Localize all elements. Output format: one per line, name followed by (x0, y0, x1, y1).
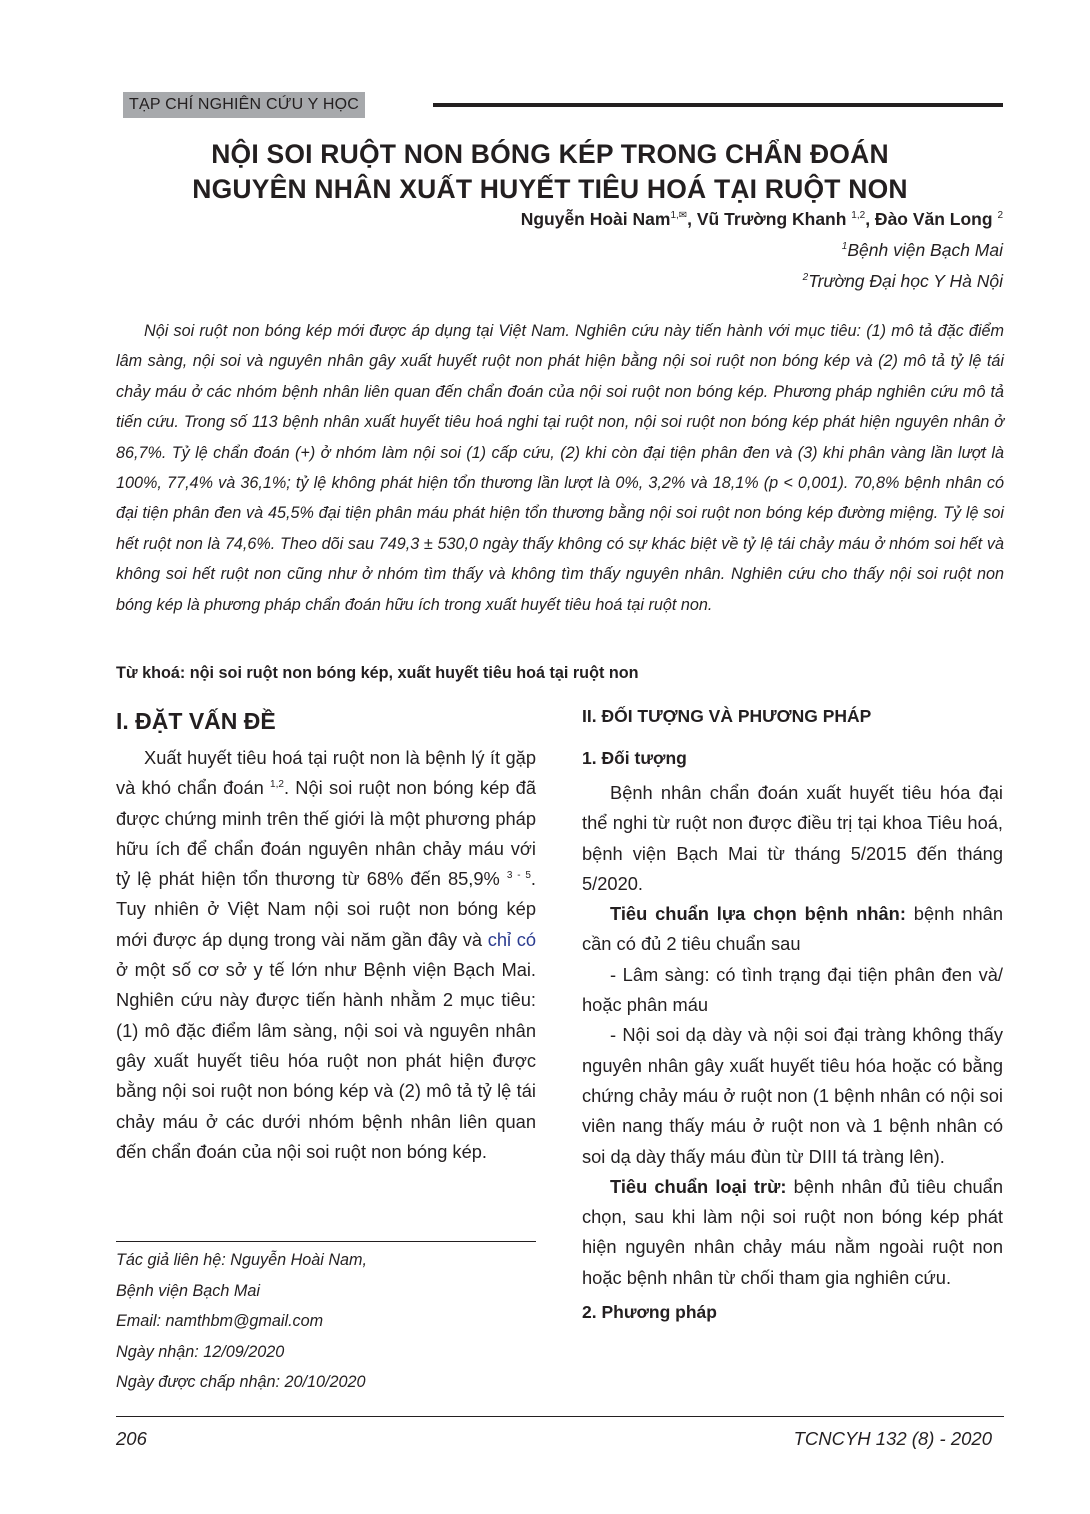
intro-text-a: Xuất huyết tiêu hoá tại ruột non là bệnh lý ít gặp và khó chẩn đoán (116, 747, 536, 799)
section-2-heading: II. ĐỐI TƯỢNG VÀ PHƯƠNG PHÁP (582, 706, 872, 726)
intro-text-d: ở một số cơ sở y tế lớn như Bệnh viện Bạch Mai. Nghiên cứu này được tiến hành nhằm 2 mục tiêu: (1) mô đặc điểm lâm sàng, nội soi và nguyên nhân gây xuất huyết tiêu hóa ruột non phát hiện được bằng nội soi ruột non bóng kép và (2) mô tả tỷ lệ tái chảy máu ở các dưới nhóm bệnh nhân liên quan đến chẩn đoán của nội soi ruột non bóng kép. (116, 959, 536, 1162)
exclusion-criteria (582, 1172, 1003, 1293)
affiliation-1 (842, 240, 1003, 261)
affiliation-1-name: Bệnh viện Bạch Mai (847, 240, 1003, 260)
affiliation-1-number: 1 (841, 241, 848, 253)
subsection-2-heading: 2. Phương pháp (582, 1302, 717, 1323)
author-1: Nguyễn Hoài Nam (520, 209, 671, 229)
journal-name: TẠP CHÍ NGHIÊN CỨU Y HỌC (123, 92, 365, 118)
page-number: 206 (116, 1428, 147, 1449)
corresponding-author: Tác giả liên hệ: Nguyễn Hoài Nam, (116, 1251, 368, 1269)
date-received: Ngày nhận: 12/09/2020 (116, 1342, 285, 1361)
author-1-affiliation: 1,✉ (670, 210, 688, 222)
highlighted-text: chỉ có (487, 928, 536, 950)
author-list (521, 209, 1003, 230)
abstract: Nội soi ruột non bóng kép mới được áp dụng tại Việt Nam. Nghiên cứu này tiến hành với mục tiêu: (1) mô tả đặc điểm lâm sàng, nội soi và nguyên nhân gây xuất huyết ruột non phát hiện bằng nội soi ruột non bóng kép và (2) mô tả tỷ lệ tái chảy máu ở các nhóm bệnh nhân liên quan đến chẩn đoán của nội soi ruột non bóng kép. Phương pháp nghiên cứu mô tả tiến cứu. Trong số 113 bệnh nhân xuất huyết tiêu hoá nghi tại ruột non, nội soi ruột non bóng kép phát hiện nguyên nhân ở 86,7%. Tỷ lệ chẩn đoán (+) ở nhóm làm nội soi (1) cấp cứu, (2) khi còn đại tiện phân đen và (3) khi phân vàng lần lượt là 100%, 77,4% và 36,1%; tỷ lệ không phát hiện tổn thương lần lượt là 0%, 3,2% và 18,1% (p < 0,001). 70,8% bệnh nhân có đại tiện phân đen và 45,5% đại tiện phân máu phát hiện tổn thương bằng nội soi ruột non bóng kép đường miệng. Tỷ lệ soi hết ruột non là 74,6%. Theo dõi sau 749,3 ± 530,0 ngày thấy không có sự khác biệt về tỷ lệ tái chảy máu ở nhóm soi hết và không soi hết ruột non cũng như ở nhóm tìm thấy và không tìm thấy nguyên nhân. Nghiên cứu cho thấy nội soi ruột non bóng kép là phương pháp chẩn đoán hữu ích trong xuất huyết tiêu hoá tại ruột non. (116, 322, 1004, 614)
left-column (116, 701, 536, 1167)
intro-text-c: . Tuy nhiên ở Việt Nam nội soi ruột non bóng kép mới được áp dụng trong vài năm gần đây và (116, 868, 536, 950)
author-2-affiliation: 1,2 (851, 210, 866, 222)
section-1-paragraph (116, 743, 536, 1167)
citation-1: 1,2 (270, 779, 284, 791)
section-1-heading: I. ĐẶT VẤN ĐỀ (116, 708, 276, 734)
affiliation-2-name: Trường Đại học Y Hà Nội (808, 271, 1003, 291)
intro-text-b: . Nội soi ruột non bóng kép đã được chứng minh trên thế giới là một phương pháp hữu ích để chẩn đoán nguyên nhân chảy máu với tỷ lệ phát hiện tổn thương từ 68% đến 85,9% (116, 777, 536, 890)
criterion-endoscopy: - Nội soi dạ dày và nội soi đại tràng không thấy nguyên nhân gây xuất huyết tiêu hóa hoặc có bằng chứng chảy máu ở ruột non (1 bệnh nhân có nội soi viên nang thấy máu ở ruột non và 1 bệnh nhân có soi dạ dày thấy máu đùn từ DIII tá tràng lên). (582, 1024, 1003, 1167)
citation-2: 3 - 5 (506, 870, 531, 882)
inclusion-criteria-text: bệnh nhân cần có đủ 2 tiêu chuẩn sau (582, 903, 1004, 955)
criterion-clinical: - Lâm sàng: có tình trạng đại tiện phân đen và/ hoặc phân máu (582, 963, 1003, 1016)
article-title (115, 137, 985, 207)
exclusion-criteria-text: bệnh nhân đủ tiêu chuẩn chọn, sau khi làm nội soi ruột non bóng kép phát hiện nguyên nhân chảy máu nằm ngoài ruột non hoặc bệnh nhân từ chối tham gia nghiên cứu. (582, 1175, 1004, 1288)
subsection-1-heading: 1. Đối tượng (582, 748, 687, 768)
corresponding-email: Email: namthbm@gmail.com (116, 1312, 324, 1330)
corresponding-institution: Bệnh viện Bạch Mai (116, 1281, 260, 1300)
title-line-2: NGUYÊN NHÂN XUẤT HUYẾT TIÊU HOÁ TẠI RUỘT NON (192, 174, 908, 204)
correspondence-note (116, 1245, 367, 1398)
keywords: Từ khoá: nội soi ruột non bóng kép, xuất huyết tiêu hoá tại ruột non (116, 664, 639, 682)
title-line-1: NỘI SOI RUỘT NON BÓNG KÉP TRONG CHẨN ĐOÁN (211, 139, 889, 169)
inclusion-criteria (582, 899, 1003, 960)
journal-reference: TCNCYH 132 (8) - 2020 (793, 1428, 992, 1449)
date-accepted: Ngày được chấp nhận: 20/10/2020 (116, 1373, 366, 1391)
affiliation-2-number: 2 (802, 272, 809, 284)
header-rule (433, 103, 1003, 107)
author-3-affiliation: 2 (997, 210, 1003, 222)
footnote-rule (116, 1241, 536, 1242)
exclusion-criteria-label: Tiêu chuẩn loại trừ: (610, 1175, 787, 1197)
inclusion-criteria-label: Tiêu chuẩn lựa chọn bệnh nhân: (610, 903, 906, 925)
footer-rule (116, 1416, 1004, 1417)
affiliation-2 (803, 271, 1003, 292)
author-3: , Đào Văn Long (865, 209, 998, 229)
subjects-paragraph: Bệnh nhân chẩn đoán xuất huyết tiêu hóa đại thể nghi từ ruột non được điều trị tại khoa Tiêu hoá, bệnh viện Bạch Mai từ tháng 5/2015 đến tháng 5/2020. (582, 782, 1003, 894)
author-2: , Vũ Trường Khanh (687, 209, 852, 229)
journal-header (115, 92, 1003, 118)
right-column (582, 701, 1003, 1327)
